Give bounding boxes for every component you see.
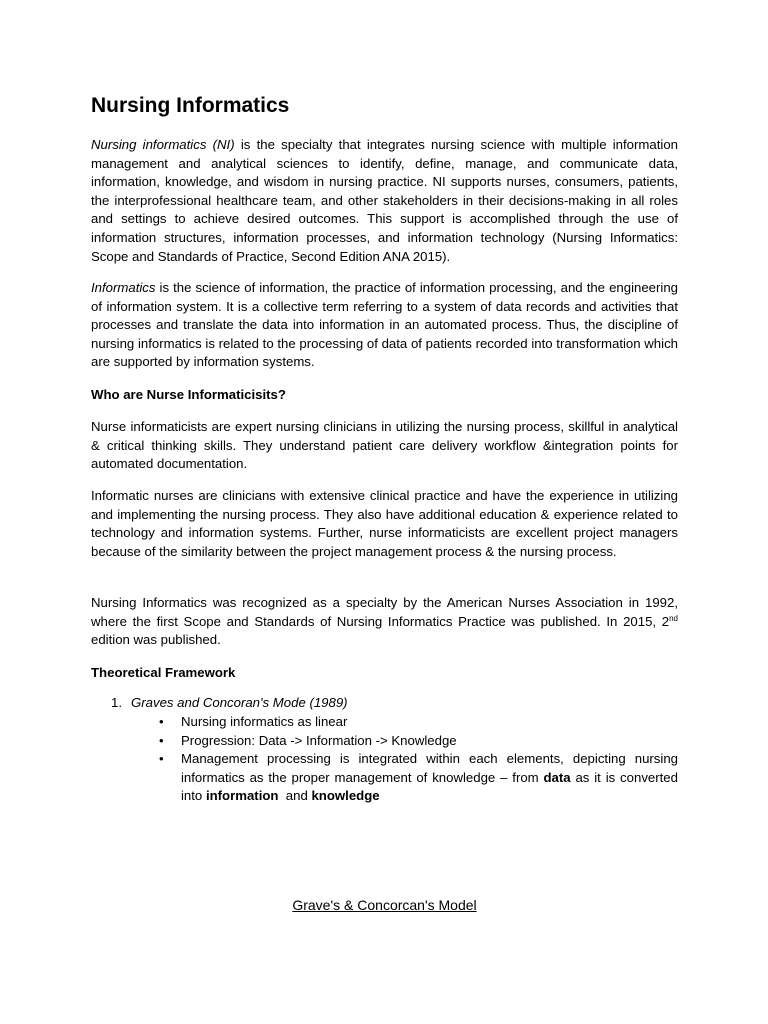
framework-list [91, 694, 678, 804]
informatics-text: is the science of information, the practice of information processing, and the engineering of information system. It is a collective term referring to a system of data records and activities that processes and translate the data into information in an automated process. Thus, the discipline of nursing informatics is related to the processing of data of patients recorded into transformation which are supported by information systems. [91, 280, 678, 370]
informatics-term: Informatics [91, 280, 156, 295]
ordinal-superscript: nd [669, 613, 678, 623]
paragraph-3 [91, 594, 678, 650]
paragraph-1 [91, 418, 678, 474]
bold-term-information: information [205, 788, 279, 804]
bullet-item [159, 732, 678, 751]
who-heading: Who are Nurse Informaticisits? [91, 387, 286, 402]
bullet-text: Management processing is integrated within each elements, depicting nursing informatics as the proper management of knowledge – from [181, 751, 678, 785]
framework-heading-block [91, 664, 678, 682]
bullet-marker: • [159, 751, 164, 767]
intro-term: Nursing informatics (NI) [91, 137, 235, 152]
figure-caption: Grave's & Concorcan's Model [292, 897, 477, 913]
framework-heading: Theoretical Framework [91, 665, 236, 680]
bullet-text: as it is converted into [181, 769, 678, 804]
intro-text: is the specialty that integrates nursing science with multiple information management and analytical sciences to identify, define, manage, and communicate data, information, knowledge, and wisdom in nursing practice. NI supports nurses, consumers, patients, the interprofessional healthcare team, and other stakeholders in their decisions-making in all roles and settings to achieve desired outcomes. This support is accomplished through the use of information structures, information processes, and information technology (Nursing Informatics: Scope and Standards of Practice, Second Edition ANA 2015). [91, 137, 678, 264]
paragraph-3-tail: edition was published. [91, 632, 221, 648]
bullet-item [159, 713, 678, 732]
bullet-list [159, 713, 678, 806]
bold-term-data: data [543, 769, 571, 785]
bullet-text: and [278, 788, 312, 804]
paragraph-1-text: Nurse informaticists are expert nursing clinicians in utilizing the nursing process, skillful in analytical & critical thinking skills. They understand patient care delivery workflow &integration points for automated documentation. [91, 419, 678, 472]
bullet-marker: • [159, 714, 164, 729]
list-item [111, 694, 348, 712]
paragraph-2-text: Informatic nurses are clinicians with extensive clinical practice and have the experience in utilizing and implementing the nursing process. They also have additional education & experience related to technology and information systems. Further, nurse informaticists are excellent project managers because of the similarity between the project management process & the nursing process. [91, 488, 678, 559]
intro-paragraph [91, 136, 678, 266]
bullet-text: Nursing informatics as linear [181, 714, 348, 729]
who-heading-block [91, 386, 678, 404]
bullet-text: Progression: Data -> Information -> Knowledge [181, 732, 457, 748]
informatics-paragraph [91, 279, 678, 372]
bold-term-knowledge: knowledge [311, 788, 380, 804]
list-item-number: 1. [111, 695, 122, 710]
page-title: Nursing Informatics [91, 94, 290, 117]
list-item-title: Graves and Concoran's Mode (1989) [131, 695, 348, 710]
paragraph-2 [91, 487, 678, 561]
bullet-marker: • [159, 732, 164, 748]
bullet-item [159, 750, 678, 806]
paragraph-3-text: Nursing Informatics was recognized as a specialty by the American Nurses Association in 1992, where the first Scope and Standards of Nursing Informatics Practice was published. In 2015, 2 [91, 595, 678, 629]
